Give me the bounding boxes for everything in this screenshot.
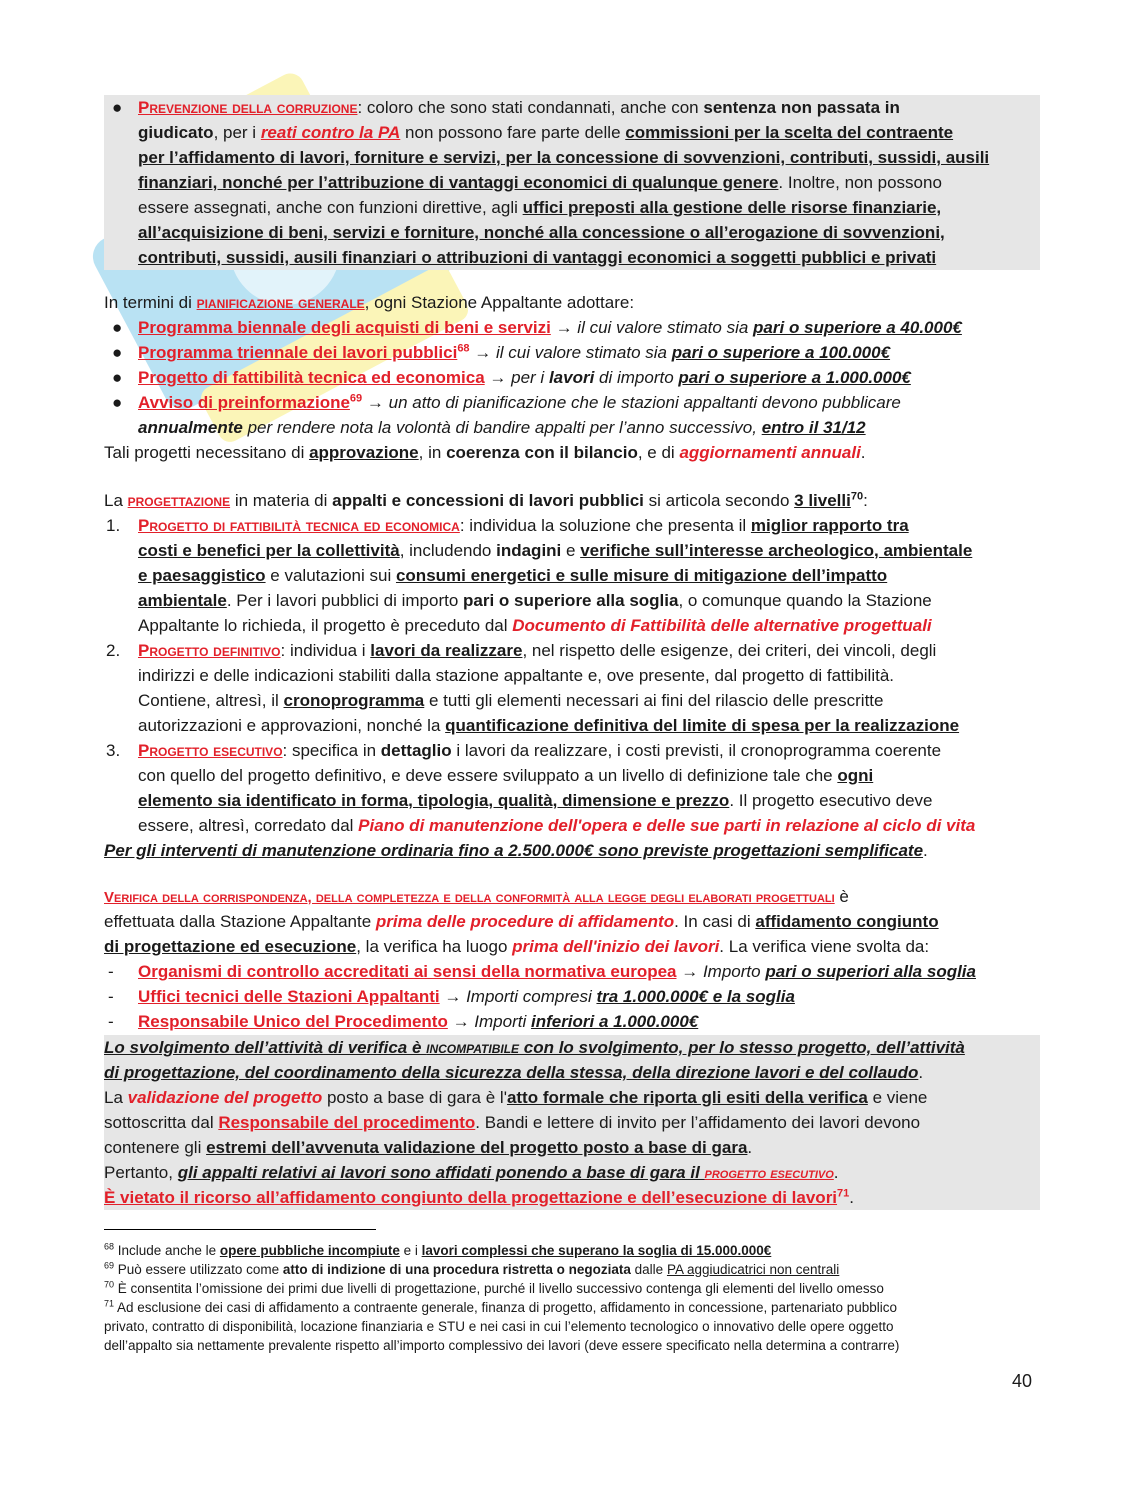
list-item: 3. Progetto esecutivo: specifica in dettaglio i lavori da realizzare, i costi previsti, il cronoprogramma coerente (106, 741, 942, 760)
prevention-block: ● Prevenzione della corruzione: coloro che sono stati condannati, anche con sentenza non passata in giudicato, per i reati contro la PA non possono fare parte delle commissioni per la scelta del contraente per l’affidamento di lavori, forniture e servizi, per la concessione di sovvenzioni, contributi, sussidi, ausili finanziari, nonché per l’attribuzione di vantaggi economici di qualunque genere. Inoltre, non possono essere assegnati, anche con funzioni direttive, agli uffici preposti alla gestione delle risorse finanziarie, all’acquisizione di beni, servizi e forniture, nonché alla concessione o all’erogazione di sovvenzioni, contributi, sussidi, ausili finanziari o attribuzioni di vantaggi economici a soggetti pubblici e privati (104, 95, 1040, 270)
page-number: 40 (1012, 1371, 1033, 1391)
footnote-71: $^{71}$ Ad esclusione dei casi di affidamento a contraente generale, finanza di progetto, affidamento in concessione, partenariato pubblico (104, 1298, 898, 1315)
footnote-70: $^{70}$ È consentita l’omissione dei primi due livelli di progettazione, purché il livello successivo contenga gli elementi del livello omesso (104, 1279, 884, 1296)
footnote-separator (104, 1229, 376, 1230)
list-item: ● Progetto di fattibilità tecnica ed economica → per i lavori di importo pari o superiore a 1.000.000€ (104, 365, 1040, 390)
bullet-icon: ● (112, 393, 123, 412)
design-title: progettazione (127, 491, 231, 510)
planning-section: In termini di pianificazione generale, ogni Stazione Appaltante adottare: ● Programma biennale degli acquisti di beni e servizi → il cui valore stimato sia pari o superiore a 40.000€ ● Programma triennale dei lavori pubblici$^{68}$ → il cui valore stimato sia pari o superiore a 100.000€ ● Progetto di fattibilità tecnica ed economica → per i lavori di importo pari o superiore a 1.000.000€ ● Avviso di preinformazione$^{69}$ → un atto di pianificazione che le stazioni appaltanti devono pubblicare annualmente per rendere nota la volontà di bandire appalti per l’anno successivo, entro il 31/12 Tali progetti necessitano di approvazione, in coerenza con il bilancio, e di aggiornamenti annuali. (104, 290, 1040, 465)
planning-title: pianificazione generale (196, 293, 365, 312)
validation-block: Lo svolgimento dell’attività di verifica è incompatibile con lo svolgimento, per lo stesso progetto, dell’attività di progettazione, del coordinamento della sicurezza della stessa, della direzione lavori e del collaudo. La validazione del progetto posto a base di gara è l'atto formale che riporta gli esiti della verifica e viene sottoscritta dal Responsabile del procedimento. Bandi e lettere di invito per l’affidamento dei lavori devono contenere gli estremi dell’avvenuta validazione del progetto posto a base di gara. Pertanto, gli appalti relativi ai lavori sono affidati ponendo a base di gara il progetto esecutivo. È vietato il ricorso all’affidamento congiunto della progettazione e dell’esecuzione di lavori$^{71}$. (104, 1035, 1040, 1210)
list-item: - Organismi di controllo accreditati ai sensi della normativa europea → Importo pari o superiori alla soglia (108, 962, 976, 981)
list-item: ● Programma triennale dei lavori pubblici$^{68}$ → il cui valore stimato sia pari o superiore a 100.000€ (104, 340, 1040, 365)
verification-title: Verifica della corrispondenza, della completezza e della conformità alla legge degli elaborati progettuali (104, 889, 835, 906)
list-item: 2. Progetto definitivo: individua i lavori da realizzare, nel rispetto delle esigenze, dei criteri, dei vincoli, degli (106, 641, 937, 660)
prevention-line: ● Prevenzione della corruzione: coloro che sono stati condannati, anche con sentenza non passata in (104, 95, 1040, 120)
bullet-icon: ● (112, 368, 123, 387)
list-item: - Responsabile Unico del Procedimento → Importi inferiori a 1.000.000€ (108, 1012, 699, 1031)
prevention-title: Prevenzione della corruzione (138, 98, 358, 117)
footnote-68: $^{68}$ Include anche le opere pubbliche incompiute e i lavori complessi che superano la soglia di 15.000.000€ (104, 1241, 772, 1258)
verification-section: Verifica della corrispondenza, della completezza e della conformità alla legge degli elaborati progettuali è effettuata dalla Stazione Appaltante prima delle procedure di affidamento. In casi di affidamento congiunto di progettazione ed esecuzione, la verifica ha luogo prima dell'inizio dei lavori. La verifica viene svolta da: - Organismi di controllo accreditati ai sensi della normativa europea → Importo pari o superiori alla soglia - Uffici tecnici delle Stazioni Appaltanti → Importi compresi tra 1.000.000€ e la soglia - Responsabile Unico del Procedimento → Importi inferiori a 1.000.000€ (104, 884, 1040, 1034)
bullet-icon: ● (112, 98, 123, 117)
footnotes: $^{68}$ Include anche le opere pubbliche incompiute e i lavori complessi che superano la soglia di 15.000.000€ $^{69}$ Può essere utilizzato come atto di indizione di una procedura ristretta o negoziata dalle PA aggiudicatrici non centrali $^{70}$ È consentita l’omissione dei primi due livelli di progettazione, purché il livello successivo contenga gli elementi del livello omesso $^{71}$ Ad esclusione dei casi di affidamento a contraente generale, finanza di progetto, affidamento in concessione, partenariato pubblico privato, contratto di disponibilità, locazione finanziaria e STU e nei casi in cui l’elemento tecnologico o innovativo delle opere oggetto dell’appalto sia nettamente prevalente rispetto all’importo complessivo dei lavori (deve essere specificato nella determina a contrarre) (104, 1241, 1040, 1355)
design-section: La progettazione in materia di appalti e concessioni di lavori pubblici si articola secondo 3 livelli$^{70}$: 1. Progetto di fattibilità tecnica ed economica: individua la soluzione che presenta il miglior rapporto tra costi e benefici per la collettività, includendo indagini e verifiche sull’interesse archeologico, ambientale e paesaggistico e valutazioni sui consumi energetici e sulle misure di mitigazione dell’impatto ambientale. Per i lavori pubblici di importo pari o superiore alla soglia, o comunque quando la Stazione Appaltante lo richieda, il progetto è preceduto dal Documento di Fattibilità delle alternative progettuali 2. Progetto definitivo: individua i lavori da realizzare, nel rispetto delle esigenze, dei criteri, dei vincoli, degli indirizzi e delle indicazioni stabiliti dalla stazione appaltante e, ove presente, dal progetto di fattibilità. Contiene, altresì, il cronoprogramma e tutti gli elementi necessari ai fini del rilascio delle prescritte autorizzazioni e approvazioni, nonché la quantificazione definitiva del limite di spesa per la realizzazione 3. Progetto esecutivo: specifica in dettaglio i lavori da realizzare, i costi previsti, il cronoprogramma coerente con quello del progetto definitivo, e deve essere sviluppato a un livello di definizione tale che ogni elemento sia identificato in forma, tipologia, qualità, dimensione e prezzo. Il progetto esecutivo deve essere, altresì, corredato dal Piano di manutenzione dell'opera e delle sue parti in relazione al ciclo di vita Per gli interventi di manutenzione ordinaria fino a 2.500.000€ sono previste progettazioni semplificate. (104, 488, 1040, 863)
footnote-69: $^{69}$ Può essere utilizzato come atto di indizione di una procedura ristretta o negoziata dalle PA aggiudicatrici non centrali (104, 1260, 840, 1277)
bullet-icon: ● (112, 318, 123, 337)
list-item: ● Avviso di preinformazione$^{69}$ → un atto di pianificazione che le stazioni appaltanti devono pubblicare (104, 390, 1040, 415)
bullet-icon: ● (112, 343, 123, 362)
list-item: - Uffici tecnici delle Stazioni Appaltanti → Importi compresi tra 1.000.000€ e la soglia (108, 987, 795, 1006)
list-item: 1. Progetto di fattibilità tecnica ed economica: individua la soluzione che presenta il miglior rapporto tra (106, 516, 909, 535)
list-item: ● Programma biennale degli acquisti di beni e servizi → il cui valore stimato sia pari o superiore a 40.000€ (104, 315, 1040, 340)
